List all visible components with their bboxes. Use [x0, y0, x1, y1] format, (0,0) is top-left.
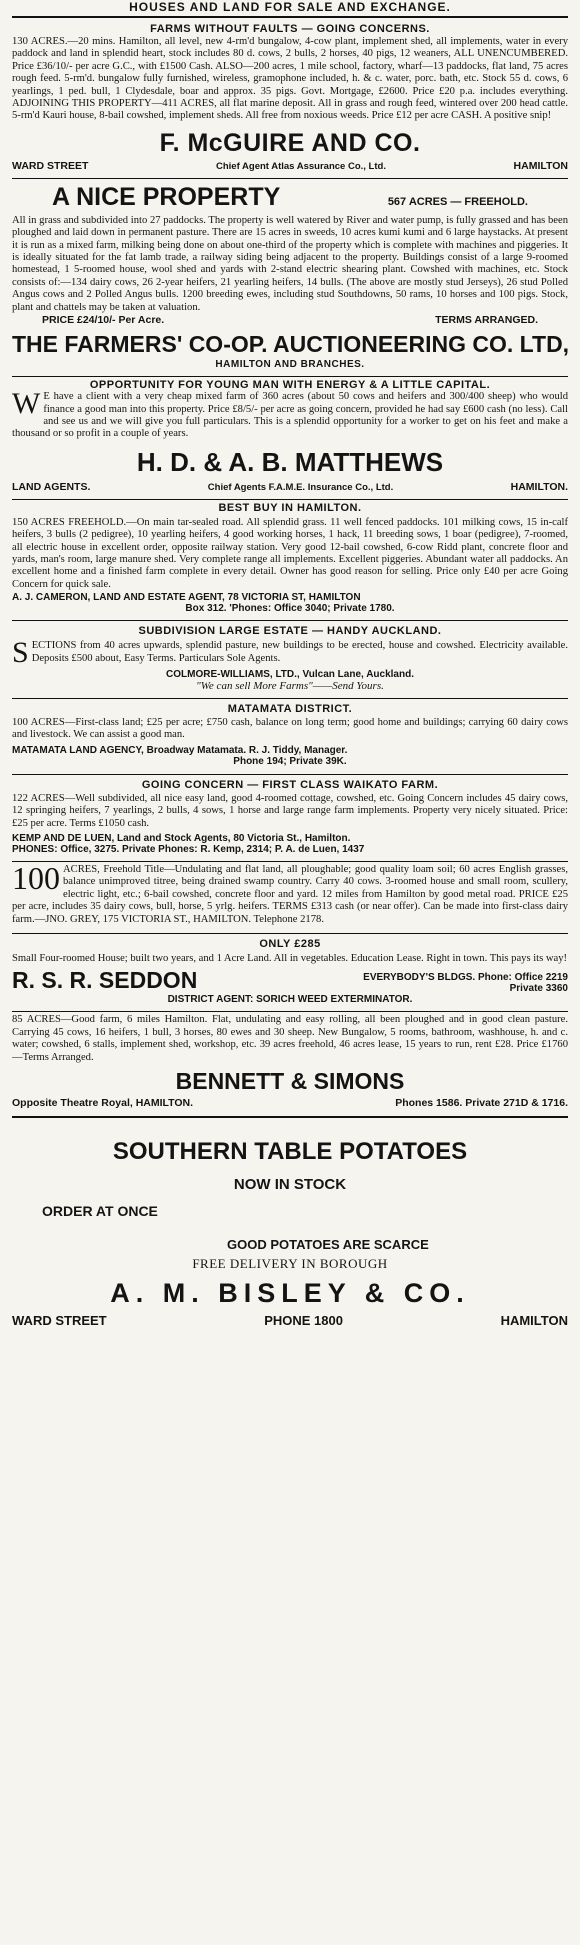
ad-bisley — [12, 1116, 568, 1341]
ad-text — [12, 860, 568, 926]
agent-footer — [12, 160, 568, 172]
agent-row — [12, 967, 568, 994]
ad-text: 85 ACRES—Good farm, 6 miles Hamilton. Flat, undulating and easy rolling, all been ploughed and in good clean pasture. Carrying 45 cows, 16 heifers, 1 bull, 3 horses, 80 ewes and 30 sheep. New Bungalow, 5 rooms, bathroom, washhouse, h. and c. water; cowshed, 6 stalls, implement shed, workshop, etc. 39 acres freehold, 46 acres lease, 15 years to run, rent £28. Price £1760—Terms Arranged. — [12, 1014, 568, 1063]
ad-text: All in grass and subdivided into 27 paddocks. The property is well watered by River and water pump, is fully grassed and has been ploughed and laid down in permanent pasture. There are 15 acres in sweeds, 10 acres kumi kumi and 6 large haystacks. At present it is run as a mixed farm, milking being done on about one-third of the property which is complete with machines and piggeries. It is ideally situated for the fat lamb trade, a railway siding being adjacent to the property. Buildings consist of a large 9-roomed homestead, 1 5-roomed house, wool shed and yards with 2-stand electric shearing plant. Cowshed with machines, etc. Stock consists of:—134 dairy cows, 26 2-year heifers, 21 yearling heifers, 14 bulls. (The above are mostly stud Jerseys), 26 stud Polled Angus cows and 2 Polled Angus bulls. 1200 breeding ewes, including stud Southdowns, 50 rams, 10 horses and 100 pigs. Stock, plant and chattels may be taken at valuation. — [12, 214, 568, 313]
agent-name: THE FARMERS' CO-OP. AUCTIONEERING CO. LTD, — [12, 331, 570, 358]
agent-town: HAMILTON — [500, 1313, 568, 1329]
ad-heading: ONLY £285 — [259, 938, 321, 951]
ad-farmers-coop — [12, 178, 568, 373]
agent-note: Chief Agent Atlas Assurance Co., Ltd. — [216, 160, 386, 172]
agent-line: A. J. CAMERON, LAND AND ESTATE AGENT, 78 VICTORIA ST, HAMILTON — [12, 592, 361, 604]
ad-kemp — [12, 774, 568, 858]
classifieds-page — [6, 0, 574, 1341]
ad-text-body: ACRES, Freehold Title—Undulating and flat land, all ploughable; good quality loam soil; 60 acres English grasses, balance unimproved titree, being drained swamp country. Carry 40 cows. 3-roomed house and small room, scullery, electric light, etc.; 6-bail cowshed, concrete floor and yard. 12 miles from Hamilton by good metal road. PRICE £25 per acre, includes 35 dairy cows, bull, horse, 5 yrlg. heifers. TERMS £313 cash (or near offer). Can be made into first-class dairy farm.—JNO. GREY, 175 VICTORIA ST., HAMILTON. Telephone 2178. — [12, 864, 568, 925]
ad-title: SOUTHERN TABLE POTATOES — [112, 1138, 468, 1166]
agent-note: DISTRICT AGENT: SORICH WEED EXTERMINATOR. — [167, 994, 413, 1006]
agent-line: MATAMATA LAND AGENCY, Broadway Matamata. R. J. Tiddy, Manager. — [12, 744, 348, 756]
agent-phones: Phone 194; Private 39K. — [233, 755, 347, 767]
ad-order: ORDER AT ONCE — [42, 1203, 158, 1220]
agent-phone: PHONE 1800 — [264, 1313, 343, 1329]
ad-heading: BEST BUY IN HAMILTON. — [218, 501, 362, 514]
agent-town: HAMILTON — [513, 159, 568, 172]
agent-line: KEMP AND DE LUEN, Land and Stock Agents, 80 Victoria St., Hamilton. — [12, 833, 351, 844]
agent-phones: Box 312. 'Phones: Office 3040; Private 1780. — [185, 603, 395, 615]
drop-cap: 100 — [12, 860, 60, 896]
ad-heading: MATAMATA DISTRICT. — [227, 702, 353, 715]
agent-footer — [12, 1313, 568, 1328]
ad-text: 130 ACRES.—20 mins. Hamilton, all level, new 4-rm'd bungalow, 4-cow plant, implement shed, all implements, water in every paddock and land in splendid heart, stock includes 80 d. cows, 2 bulls, 2 horses, 40 pigs, 12 weaners, ALL UNENCUMBERED. Price £36/10/- per acre G.C., with £1500 Cash. ALSO—200 acres, 1 mile school, factory, wharf—13 paddocks, flat land, 75 acres rough feed. 5-rm'd. bungalow fully furnished, wireless, gramophone included, h. & c. water, porc. bath, etc. Stock 55 d. cows, 6 yearlings, 1 ped. bull, 1 Clydesdale, boar and approx. 35 pigs. Govt. Mortgage, £2600. Price £20 p.a. includes everything. ADJOINING THIS PROPERTY—411 ACRES, all flat marine deposit. All in grass and rough feed, wintered over 200 head cattle. 5-rm'd Kauri house, 8-bail cowshed, implement sheds. All free from noxious weeds. Price £12 per acre CASH. A positive snip! — [12, 36, 568, 122]
agent-street: WARD STREET — [12, 1313, 107, 1329]
ad-seddon — [12, 933, 568, 1008]
ad-scarce: GOOD POTATOES ARE SCARCE — [227, 1237, 429, 1253]
ad-title: A NICE PROPERTY — [52, 182, 281, 211]
ad-text: 150 ACRES FREEHOLD.—On main tar-sealed road. All splendid grass. 11 well fenced paddocks. 101 milking cows, 15 in-calf heifers, 3 bulls (2 pedigree), 10 yearling heifers, 4 good working horses, 1 hack, 11 breeding sows, 1 boar (pedigree), 7-roomed, all electric house in excellent order, opposite railway station. Very good 12-bail cowshed, 6-cow Ridd plant, concrete floor and yards, man's room, large manure shed. Very complete range all implements. Excellent piggeries. Abundant water all paddocks. An excellent home and a finished farm complete in every detail. Owner has good reason for selling. Price only £40 per acre Going Concern for quick sale. — [12, 516, 568, 590]
ad-mcguire — [12, 18, 568, 175]
agent-name: A. M. BISLEY & CO. — [110, 1278, 470, 1309]
ad-terms: TERMS ARRANGED. — [435, 314, 538, 327]
ad-cameron — [12, 499, 568, 617]
drop-cap: W — [12, 387, 41, 421]
ad-matthews — [12, 376, 568, 496]
masthead: HOUSES AND LAND FOR SALE AND EXCHANGE. — [12, 0, 568, 18]
ad-text — [12, 387, 568, 441]
ad-heading: FARMS WITHOUT FAULTS — GOING CONCERNS. — [150, 23, 430, 35]
agent-footer — [12, 481, 568, 493]
agent-town: HAMILTON. — [510, 480, 568, 493]
agent-name: F. McGUIRE AND CO. — [159, 128, 421, 157]
ad-heading: GOING CONCERN — FIRST CLASS WAIKATO FARM. — [141, 778, 439, 791]
ad-text: 122 ACRES—Well subdivided, all nice easy land, good 4-roomed cottage, cowshed, etc. Going Concern includes 45 dairy cows, 12 springing heifers, 7 yearlings, 2 bulls, 4 sows, 1 horse and large range farm implements. Property very nicely situated. Price: £25 per acre. Terms £1050 cash. — [12, 792, 568, 829]
agent-sub: HAMILTON AND BRANCHES. — [215, 359, 365, 371]
agent-phones: PHONES: Office, 3275. Private Phones: R. Kemp, 2314; P. A. de Luen, 1437 — [12, 844, 365, 855]
agent-private: Private 3360 — [509, 983, 568, 995]
ad-text-body: ECTIONS from 40 acres upwards, splendid pasture, new buildings to be erected, house and cowshed. Electricity available. Deposits £500 about, Easy Terms. Particulars Sole Agents. — [31, 640, 568, 664]
agent-building: EVERYBODY'S BLDGS. Phone: Office 2219 — [363, 972, 568, 984]
agent-footer — [12, 1097, 568, 1109]
ad-colmore — [12, 620, 568, 695]
drop-cap: S — [12, 636, 29, 670]
ad-acres: 567 ACRES — FREEHOLD. — [387, 195, 528, 208]
ad-heading: SUBDIVISION LARGE ESTATE — HANDY AUCKLAND. — [138, 625, 442, 638]
ad-bennett — [12, 1011, 568, 1112]
agent-address: Opposite Theatre Royal, HAMILTON. — [12, 1097, 194, 1110]
ad-price: PRICE £24/10/- Per Acre. — [42, 314, 165, 327]
ad-matamata — [12, 698, 568, 770]
ad-title-row — [12, 181, 568, 212]
agent-name: BENNETT & SIMONS — [175, 1068, 405, 1095]
ad-grey — [12, 861, 568, 929]
agent-note: Chief Agents F.A.M.E. Insurance Co., Ltd. — [207, 481, 394, 493]
agent-contact — [363, 972, 568, 994]
ad-delivery: FREE DELIVERY IN BOROUGH — [192, 1256, 388, 1272]
agent-name: H. D. & A. B. MATTHEWS — [136, 446, 444, 477]
ad-stock: NOW IN STOCK — [233, 1176, 347, 1194]
agent-slogan: "We can sell More Farms"——Send Yours. — [196, 679, 384, 692]
agent-name: R. S. R. SEDDON — [12, 967, 198, 994]
agent-street: WARD STREET — [12, 159, 89, 172]
agent-name: COLMORE-WILLIAMS, LTD., Vulcan Lane, Auckland. — [166, 668, 414, 680]
ad-heading: OPPORTUNITY FOR YOUNG MAN WITH ENERGY & A LITTLE CAPITAL. — [89, 379, 491, 392]
agent-phones: Phones 1586. Private 271D & 1716. — [395, 1097, 568, 1110]
ad-text: 100 ACRES—First-class land; £25 per acre; £750 cash, balance on long term; good home and buildings; carrying 60 dairy cows and livestock. We can assist a good man. — [12, 716, 568, 741]
price-row — [12, 314, 568, 326]
agent-type: LAND AGENTS. — [12, 480, 91, 493]
ad-text: Small Four-roomed House; built two years, and 1 Acre Land. All in vegetables. Education Lease. Right in town. This pays its way! — [12, 953, 568, 965]
ad-text-body: E have a client with a very cheap mixed farm of 360 acres (about 50 cows and heifers and 300/400 sheep) who would finance a good man into this property. Price £8/5/- per acre as going concern, provided he had say £600 cash (no less). Call and see us and we will give you full particulars. This is a splendid opportunity for a worker to get on his feet and make a thousand or so profit in a couple of years. — [12, 391, 568, 440]
ad-text — [12, 636, 568, 670]
